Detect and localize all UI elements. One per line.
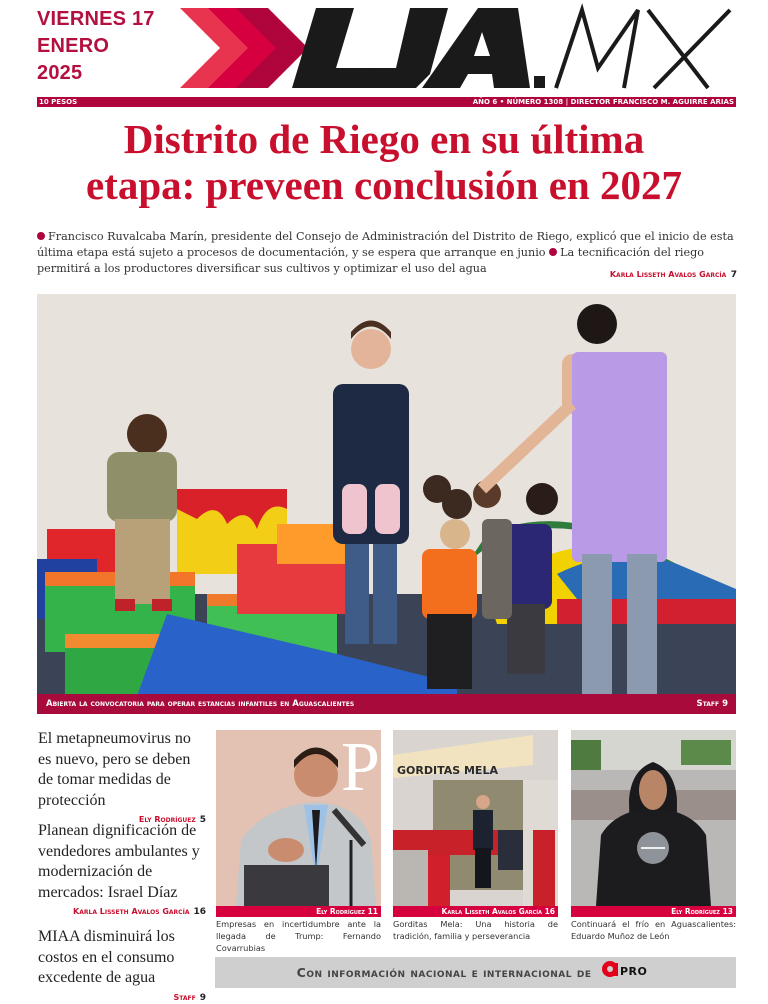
hoodie-man-photo-illustration — [571, 730, 736, 906]
headline-line-1: Distrito de Riego en su última — [123, 116, 645, 162]
svg-text:pro: pro — [620, 961, 648, 979]
bullet-icon — [549, 248, 557, 256]
apro-promo-banner[interactable] — [215, 957, 736, 988]
sidebar-story-credit — [38, 904, 206, 918]
lead-credit — [610, 264, 737, 282]
card-author: Ely Rodríguez — [671, 907, 720, 916]
price-label: 10 PESOS — [39, 98, 78, 106]
sidebar-story-page: 5 — [199, 815, 206, 825]
photo-author: Staff — [696, 699, 720, 709]
headline-line-2: etapa: preveen conclusión en 2027 — [85, 162, 682, 208]
issue-info: AÑO 6 • NÚMERO 1308 | DIRECTOR FRANCISCO M. AGUIRRE ARIAS — [472, 98, 734, 106]
sidebar-story-1[interactable] — [38, 729, 206, 826]
card-page: 11 — [367, 907, 378, 916]
photo-page: 9 — [722, 699, 728, 709]
card-credit — [571, 906, 736, 917]
chevron-logo-icon — [178, 6, 738, 90]
card-photo[interactable] — [571, 730, 736, 906]
story-card-2[interactable] — [393, 730, 558, 942]
story-card-1[interactable] — [216, 730, 381, 954]
sidebar-story-author: Ely Rodríguez — [138, 815, 196, 824]
card-credit — [216, 906, 381, 917]
edition-date — [37, 6, 155, 87]
card-text: Empresas en incertidumbre ante la llegada de Trump: Fernando Covarrubias — [216, 919, 381, 953]
sidebar-story-2[interactable] — [38, 821, 206, 918]
sidebar-story-3[interactable] — [38, 927, 206, 1004]
card-page: 13 — [722, 907, 733, 916]
lead-page: 7 — [730, 270, 737, 280]
lead-headline[interactable] — [20, 116, 748, 208]
promo-text: Con información nacional e internacional de — [296, 965, 592, 980]
main-photo[interactable] — [37, 294, 736, 696]
date-month: ENERO — [37, 35, 110, 57]
lead-author: Karla Lisseth Avalos García — [609, 270, 727, 279]
card-photo[interactable] — [393, 730, 558, 906]
lja-logo[interactable] — [178, 6, 738, 90]
card-text: Continuará el frío en Aguascalientes: Eduardo Muñoz de León — [571, 919, 736, 941]
date-year: 2025 — [37, 62, 83, 84]
gorditas-photo-illustration — [393, 730, 558, 906]
speaker-photo-illustration — [216, 730, 381, 906]
summary-point-2: La tecnificación del riego permitirá a los productores diversificar sus cultivos y optimizar el uso del agua — [37, 246, 705, 275]
sidebar-story-author: Staff — [173, 992, 196, 1002]
svg-text:P: P — [341, 729, 380, 806]
apro-logo-icon — [602, 958, 654, 989]
sidebar-story-page: 16 — [193, 907, 206, 917]
date-day: VIERNES 17 — [37, 8, 155, 30]
sidebar-story-author: Karla Lisseth Avalos García — [73, 907, 190, 916]
card-text: Gorditas Mela: Una historia de tradición, familia y perseverancia — [393, 919, 558, 941]
card-author: Ely Rodríguez — [316, 907, 365, 916]
photo-caption-text: Abierta la convocatoria para operar estancias infantiles en Aguascalientes — [46, 699, 355, 709]
sidebar-story-title: El metapneumovirus no es nuevo, pero se deben de tomar medidas de protección — [38, 730, 191, 809]
card-photo[interactable] — [216, 730, 381, 906]
masthead-info-bar — [37, 97, 736, 107]
daycare-photo-illustration — [37, 294, 736, 696]
sidebar-story-page: 9 — [199, 992, 206, 1003]
bullet-icon — [37, 232, 45, 240]
sidebar-story-title: MIAA disminuirá los costos en el consumo excedente de agua — [38, 928, 175, 986]
card-credit — [393, 906, 558, 917]
story-card-3[interactable] — [571, 730, 736, 942]
shop-sign: GORDITAS MELA — [397, 764, 498, 777]
card-author: Karla Lisseth Avalos García — [441, 907, 542, 916]
sidebar-story-title: Planean dignificación de vendedores ambulantes y modernización de mercados: Israel Díaz — [38, 822, 200, 901]
summary-point-1: Francisco Ruvalcaba Marín, presidente del Consejo de Administración del Distrito de Riego, explicó que el inicio de esta última etapa está sujeto a procesos de documentación, y se espera que arranque en junio — [37, 230, 734, 259]
photo-caption[interactable] — [37, 694, 736, 714]
sidebar-story-credit — [38, 990, 206, 1004]
card-page: 16 — [544, 907, 555, 916]
photo-credit — [697, 694, 728, 714]
